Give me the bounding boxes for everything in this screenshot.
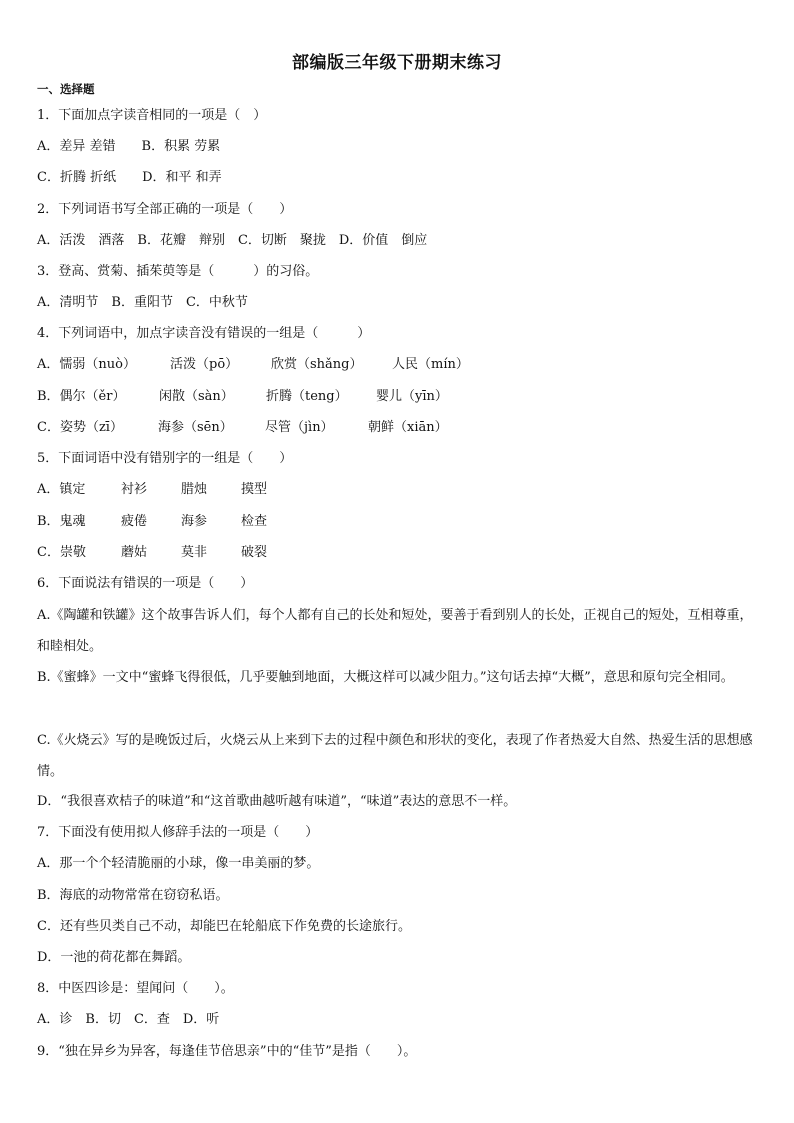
option-cell: 破裂	[241, 545, 268, 560]
question-3-stem: 3．登高、赏菊、插茱萸等是（ ）的习俗。	[37, 264, 319, 279]
question-6-option: A.《陶罐和铁罐》这个故事告诉人们，每个人都有自己的长处和短处，要善于看到别人的长处，正视自己的短处，互相尊重，和睦相处。	[37, 608, 753, 654]
question-2-option-row: A．活泼 酒落 B．花瓣 辩别 C．切断 聚拢 D．价值 倒应	[37, 233, 428, 248]
option-cell: 衬衫	[121, 482, 148, 497]
question-7-option: B．海底的动物常常在窃窃私语。	[37, 888, 229, 903]
option-cell: 摸型	[241, 482, 268, 497]
question-2-stem: 2．下列词语书写全部正确的一项是（ ）	[37, 202, 293, 217]
option-cell: 折腾（teng）	[266, 389, 348, 404]
question-8-option-row: A．诊 B．切 C．查 D．听	[37, 1012, 220, 1027]
question-1-option-row: C．折腾 折纸 D．和平 和弄	[37, 170, 222, 185]
question-1-option-row: A．差异 差错 B．积累 劳累	[37, 139, 221, 154]
question-5-option-row	[37, 515, 267, 528]
option-cell: A．镇定	[37, 482, 86, 497]
question-7-option: C．还有些贝类自己不动，却能巴在轮船底下作免费的长途旅行。	[37, 919, 411, 934]
option-cell: 莫非	[181, 545, 208, 560]
section-heading: 一、选择题	[37, 82, 95, 96]
question-6-option: C.《火烧云》写的是晚饭过后，火烧云从上来到下去的过程中颜色和形状的变化，表现了作者热爱大自然、热爱生活的思想感情。	[37, 733, 753, 779]
option-cell: A．懦弱（nuò）	[37, 357, 136, 372]
option-cell: 尽管（jìn）	[265, 420, 334, 435]
question-4-option-row	[37, 390, 448, 403]
option-cell: 活泼（pō）	[170, 357, 239, 372]
question-8-stem: 8．中医四诊是：望闻问（ ）。	[37, 981, 234, 996]
option-cell: B．鬼魂	[37, 514, 86, 529]
question-4-option-row	[37, 421, 448, 434]
question-6-option: D．“我很喜欢桔子的味道”和“这首歌曲越听越有味道”，“味道”表达的意思不一样。	[37, 794, 517, 809]
question-6-stem: 6．下面说法有错误的一项是（ ）	[37, 576, 254, 591]
question-5-option-row	[37, 483, 267, 496]
option-cell: 海参	[181, 514, 208, 529]
option-cell: 蘑姑	[121, 545, 148, 560]
option-cell: 欣赏（shǎng）	[271, 357, 363, 372]
question-4-option-row	[37, 358, 469, 371]
option-cell: 闲散（sàn）	[159, 389, 234, 404]
question-7-option: D．一池的荷花都在舞蹈。	[37, 950, 191, 965]
option-cell: 人民（mín）	[392, 357, 469, 372]
option-cell: 婴儿（yīn）	[376, 389, 448, 404]
question-4-stem: 4．下列词语中，加点字读音没有错误的一组是（ ）	[37, 326, 371, 341]
question-7-stem: 7．下面没有使用拟人修辞手法的一项是（ ）	[37, 825, 319, 840]
option-cell: 腊烛	[181, 482, 208, 497]
option-cell: 海参（sēn）	[158, 420, 233, 435]
page-title: 部编版三年级下册期末练习	[292, 53, 502, 73]
question-5-option-row	[37, 546, 267, 559]
question-3-option-row: A．清明节 B．重阳节 C．中秋节	[37, 295, 248, 310]
question-9-stem: 9．“独在异乡为异客，每逢佳节倍思亲”中的“佳节”是指（ ）。	[37, 1044, 417, 1059]
option-cell: B．偶尔（ěr）	[37, 389, 126, 404]
question-7-option: A．那一个个轻清脆丽的小球，像一串美丽的梦。	[37, 856, 320, 871]
question-5-stem: 5．下面词语中没有错别字的一组是（ ）	[37, 451, 293, 466]
option-cell: 疲倦	[121, 514, 148, 529]
option-cell: 检查	[241, 514, 268, 529]
option-cell: 朝鲜（xiān）	[368, 420, 448, 435]
option-cell: C．姿势（zī）	[37, 420, 123, 435]
option-cell: C．崇敬	[37, 545, 86, 560]
question-1-stem: 1．下面加点字读音相同的一项是（ ）	[37, 108, 267, 123]
question-6-option: B.《蜜蜂》一文中“蜜蜂飞得很低，几乎要触到地面，大概这样可以减少阻力。”这句话去掉“大概”，意思和原句完全相同。	[37, 670, 734, 685]
